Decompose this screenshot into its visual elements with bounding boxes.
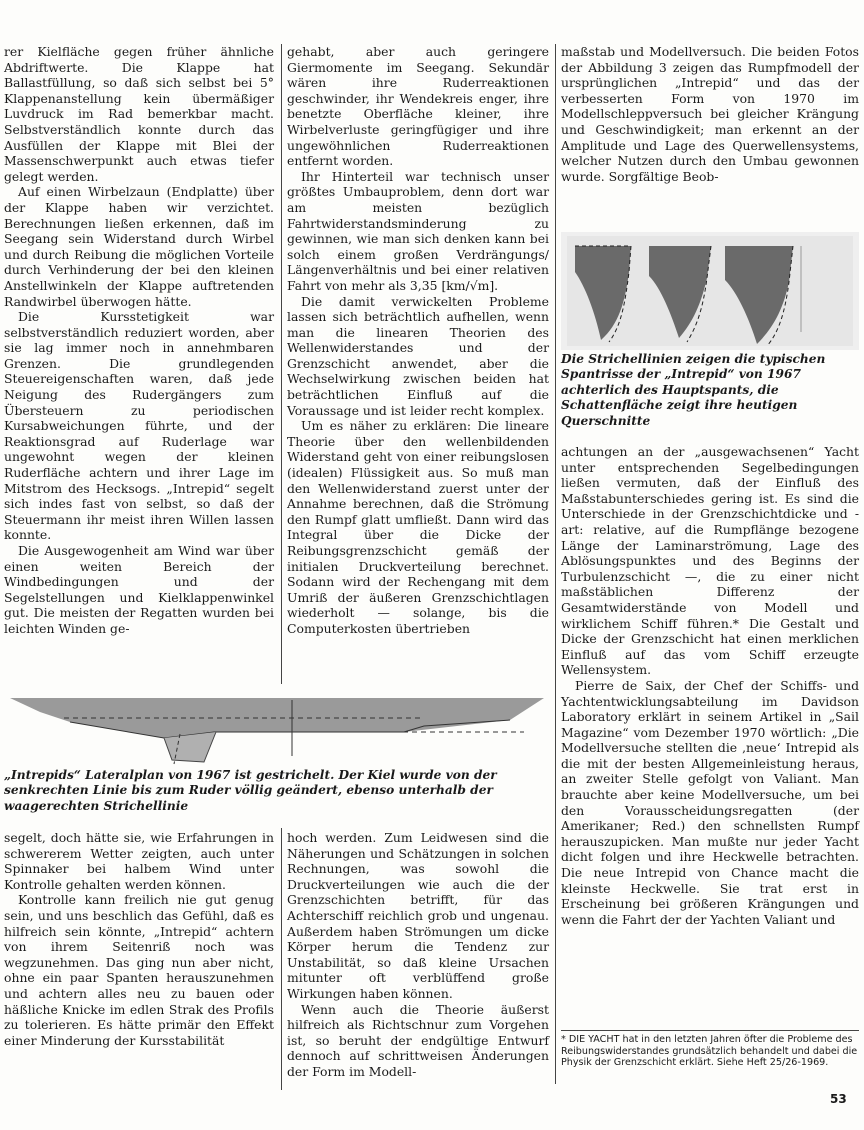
column-3-middle <box>561 444 859 927</box>
column-1-bottom <box>4 830 274 1048</box>
paragraph: Die Ausgewogenheit am Wind war über einen weiten Bereich der Windbedingungen und der Segelstellungen und Kielklappenwinkel gut. Die meisten der Regatten wurden bei leichten Winden ge- <box>4 543 274 636</box>
lateral-plan-illustration <box>4 690 550 766</box>
hull-sections-figure <box>561 232 859 350</box>
column-2-bottom <box>287 830 549 1080</box>
paragraph: Um es näher zu erklären: Die lineare Theorie über den wellenbildenden Widerstand geht von einer reibungslosen (idealen) Flüssigkeit aus. So muß man den Wellenwiderstand zuerst unter der Annahme berechnen, daß die Strömung den Rumpf glatt umfließt. Dann wird das Integral über die Dicke der Reibungsgrenzschicht gemäß der initialen Druckverteilung berechnet. Sodann wird der Rechengang mit dem Umriß der äußeren Grenzschichtlagen wiederholt — solange, bis die Computerkosten übertrieben <box>287 418 549 636</box>
paragraph: Ihr Hinterteil war technisch unser größtes Umbauproblem, denn dort war am meisten bezüglich Fahrtwiderstandsminderung zu gewinnen, wie man sich denken kann bei solch einem großen Verdrängungs/ Längenverhältnis und bei einer relativen Fahrt von mehr als 3,35 [km/√m]. <box>287 168 549 293</box>
footnote: * DIE YACHT hat in den letzten Jahren öfter die Probleme des Reibungswiderstandes grundsätzlich behandelt und dabei die Physik der Grenzschicht erklärt. Siehe Heft 25/26-1969. <box>561 1034 858 1069</box>
paragraph: Pierre de Saix, der Chef der Schiffs- und Yachtentwicklungsabteilung im Davidson Laboratory erklärt in seinem Artikel in „Sail Magazine“ vom Dezember 1970 wörtlich: „Die Modellversuche stellten die ‚neue‘ Intrepid als die mit der besten Allgemeinleistung heraus, an zweiter Stelle gefolgt von Valiant. Man brauchte aber keine Modellversuche, um bei den Vorausscheidungsregatten (der Amerikaner; Red.) den schnellsten Rumpf herauszupicken. Man mußte nur jeder Yacht dicht folgen und ihre Heckwelle betrachten. Die neue Intrepid von Chance macht die kleinste Heckwelle. Sie trat erst in Erscheinung bei größeren Krängungen und wenn die Fahrt der der Yachten Valiant und <box>561 677 859 927</box>
column-rule <box>281 828 282 1090</box>
paragraph: gehabt, aber auch geringere Giermomente im Seegang. Sekundär wären ihre Ruderreaktionen geschwinder, ihr Wendekreis enger, ihre benetzte Oberfläche kleiner, ihre Wirbelverluste geringfügiger und ihre ungewöhnlichen Ruderreaktionen entfernt worden. <box>287 44 549 169</box>
page-number: 53 <box>830 1092 847 1106</box>
paragraph: maßstab und Modellversuch. Die beiden Fotos der Abbildung 3 zeigen das Rumpfmodell der ursprünglichen „Intrepid“ und das der verbesserten Form von 1970 im Modellschleppversuch bei gleicher Krängung und Geschwindigkeit; man erkennt an der Amplitude und Lage des Querwellensystems, welcher Nutzen durch den Umbau gewonnen wurde. Sorgfältige Beob- <box>561 44 859 184</box>
sections-caption: Die Strichellinien zeigen die typischen Spantrisse der „Intrepid“ von 1967 achterlich des Hauptspants, die Schattenfläche zeigt ihre heutigen Querschnitte <box>561 352 826 428</box>
paragraph: Die damit verwickelten Probleme lassen sich beträchtlich aufhellen, wenn man die linearen Theorien des Wellenwiderstandes und der Grenzschicht anwendet, aber die Wechselwirkung zwischen beiden hat beträchtlichen Einfluß auf die Voraussage und ist leider recht komplex. <box>287 293 549 418</box>
paragraph: segelt, doch hätte sie, wie Erfahrungen in schwererem Wetter zeigten, auch unter Spinnaker bei halbem Wind unter Kontrolle gehalten werden können. <box>4 830 274 892</box>
paragraph: achtungen an der „ausgewachsenen“ Yacht unter entsprechenden Segelbedingungen ließen vermuten, daß der Einfluß des Maßstabunterschiedes gering ist. Es sind die Unterschiede in der Grenzschichtdicke und -art: relative, auf die Rumpflänge bezogene Länge der Laminarströmung, Lage des Ablösungspunktes und des Beginns der Turbulenzschicht —, die zu einer nicht maßstäblichen Differenz der Gesamtwiderstände von Modell und wirklichem Schiff führen.* Die Gestalt und Dicke der Grenzschicht hat einen merklichen Einfluß auf das vom Schiff erzeugte Wellensystem. <box>561 444 859 678</box>
paragraph: hoch werden. Zum Leidwesen sind die Näherungen und Schätzungen in solchen Rechnungen, was sowohl die Druckverteilungen wie auch die der Grenzschichten betrifft, für das Achterschiff reichlich grob und ungenau. Außerdem haben Strömungen um dicke Körper herum die Tendenz zur Unstabilität, so daß kleine Ursachen mitunter oft verblüffend große Wirkungen haben können. <box>287 830 549 1001</box>
column-rule <box>555 44 556 1084</box>
paragraph: Kontrolle kann freilich nie gut genug sein, und uns beschlich das Gefühl, daß es hilfreich sein könnte, „Intrepid“ achtern von ihrem Seitenriß noch was wegzunehmen. Das ging nun aber nicht, ohne ein paar Spanten herauszunehmen und achtern alles neu zu bauen oder häßliche Knicke im edlen Strak des Profils zu tolerieren. Es hätte primär den Effekt einer Minderung der Kursstabilität <box>4 892 274 1048</box>
hull-sections-illustration <box>561 232 859 350</box>
paragraph: Auf einen Wirbelzaun (Endplatte) über der Klappe haben wir verzichtet. Berechnungen ließen erkennen, daß im Seegang sein Widerstand durch Wirbel und durch Reibung die möglichen Vorteile durch Verhinderung der bei den kleinen Anstellwinkeln der Klappe auftretenden Randwirbel überwogen hätte. <box>4 184 274 309</box>
column-2-top <box>287 44 549 637</box>
lateral-plan-figure <box>4 690 550 766</box>
column-3-top <box>561 44 859 184</box>
paragraph: rer Kielfläche gegen früher ähnliche Abdriftwerte. Die Klappe hat Ballastfüllung, so daß sich selbst bei 5° Klappenanstellung kein übermäßiger Luvdruck im Rad bemerkbar macht. Selbstverständlich konnte durch das Ausfüllen der Klappe mit Blei der Massenschwerpunkt auch etwas tiefer gelegt werden. <box>4 44 274 184</box>
paragraph: Wenn auch die Theorie äußerst hilfreich als Richtschnur zum Vorgehen ist, so beruht der endgültige Entwurf dennoch auf schrittweisen Änderungen der Form im Modell- <box>287 1001 549 1079</box>
column-rule <box>281 44 282 684</box>
lateral-plan-caption: „Intrepids“ Lateralplan von 1967 ist gestrichelt. Der Kiel wurde von der senkrechten Linie bis zum Ruder völlig geändert, ebenso unterhalb der waagerechten Strichellinie <box>4 768 497 813</box>
footnote-rule <box>561 1030 859 1031</box>
column-1-top <box>4 44 274 637</box>
paragraph: Die Kursstetigkeit war selbstverständlich reduziert worden, aber sie lag immer noch in annehmbaren Grenzen. Die grundlegenden Steuereigenschaften waren, daß jede Neigung des Rudergängers zum Übersteuern zu periodischen Kursabweichungen führte, und der Reaktionsgrad auf Ruderlage war ungewohnt wegen der kleinen Ruderfläche achtern und ihrer Lage im Mitstrom des Hecksogs. „Intrepid“ segelt sich indes fast von selbst, so daß der Steuermann ihr meist ihren Willen lassen konnte. <box>4 309 274 543</box>
